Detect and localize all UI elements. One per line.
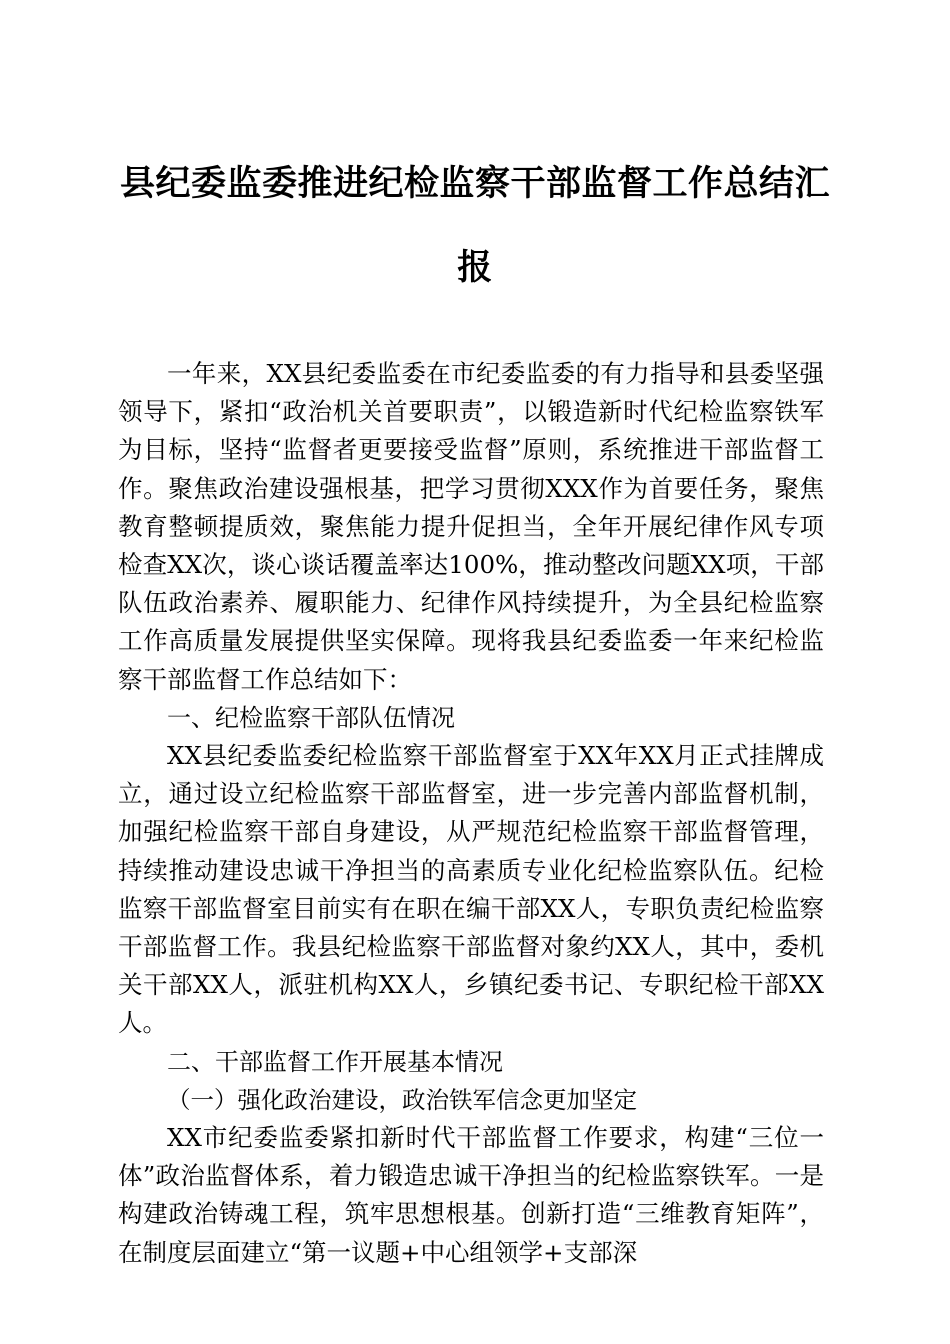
section-heading-1: 一、纪检监察干部队伍情况 <box>167 703 455 732</box>
section-heading-2: 二、干部监督工作开展基本情况 <box>167 1047 503 1076</box>
subsection-heading-1: （一）强化政治建设，政治铁军信念更加坚定 <box>167 1085 637 1114</box>
document-body <box>118 355 824 1272</box>
subsection-1-paragraph: XX市纪委监委紧扣新时代干部监督工作要求，构建“三位一体”政治监督体系，着力锻造忠诚干净担当的纪检监察铁军。一是构建政治铸魂工程，筑牢思想根基。创新打造“三维教育矩阵”，在制度层面建立“第一议题+中心组领学+支部深 <box>118 1123 824 1267</box>
section-1-paragraph: XX县纪委监委纪检监察干部监督室于XX年XX月正式挂牌成立，通过设立纪检监察干部监督室，进一步完善内部监督机制，加强纪检监察干部自身建设，从严规范纪检监察干部监督管理，持续推动建设忠诚干净担当的高素质专业化纪检监察队伍。纪检监察干部监督室目前实有在职在编干部XX人，专职负责纪检监察干部监督工作。我县纪检监察干部监督对象约XX人，其中，委机关干部XX人，派驻机构XX人，乡镇纪委书记、专职纪检干部XX人。 <box>118 741 824 1038</box>
document-title: 县纪委监委推进纪检监察干部监督工作总结汇报 <box>119 163 830 288</box>
intro-paragraph: 一年来，XX县纪委监委在市纪委监委的有力指导和县委坚强领导下，紧扣“政治机关首要职责”，以锻造新时代纪检监察铁军为目标，坚持“监督者更要接受监督”原则，系统推进干部监督工作。聚焦政治建设强根基，把学习贯彻XXX作为首要任务，聚焦教育整顿提质效，聚焦能力提升促担当，全年开展纪律作风专项检查XX次，谈心谈话覆盖率达100%，推动整改问题XX项，干部队伍政治素养、履职能力、纪律作风持续提升，为全县纪检监察工作高质量发展提供坚实保障。现将我县纪委监委一年来纪检监察干部监督工作总结如下： <box>118 359 824 694</box>
